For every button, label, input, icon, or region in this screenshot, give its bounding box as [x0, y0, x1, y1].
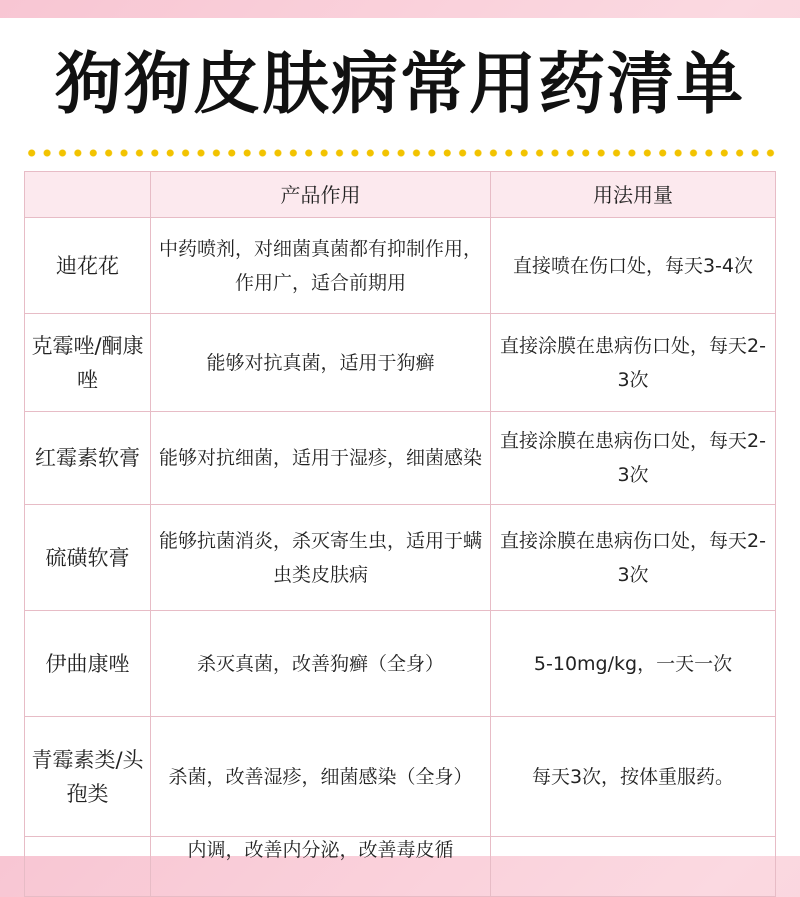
drug-name: 硫磺软膏 — [25, 505, 151, 611]
drug-name: 青霉素类/头孢类 — [25, 717, 151, 837]
table-row — [25, 717, 776, 837]
header-name — [25, 172, 151, 218]
drug-name — [25, 837, 151, 897]
drug-usage: 每天3次，按体重服药。 — [491, 717, 776, 837]
table-row — [25, 314, 776, 412]
table-header-row — [25, 172, 776, 218]
drug-usage: 直接涂膜在患病伤口处，每天2-3次 — [491, 412, 776, 505]
drug-usage: 直接涂膜在患病伤口处，每天2-3次 — [491, 314, 776, 412]
drug-name: 红霉素软膏 — [25, 412, 151, 505]
drug-usage: 直接涂膜在患病伤口处，每天2-3次 — [491, 505, 776, 611]
page-title: 狗狗皮肤病常用药清单 — [55, 45, 745, 123]
drug-name: 伊曲康唑 — [25, 611, 151, 717]
table-row — [25, 611, 776, 717]
table-row — [25, 412, 776, 505]
header-usage: 用法用量 — [491, 172, 776, 218]
medicine-table — [24, 171, 776, 897]
drug-name: 克霉唑/酮康唑 — [25, 314, 151, 412]
drug-effect: 能够对抗真菌，适用于狗癣 — [151, 314, 491, 412]
dotted-divider — [24, 147, 776, 159]
table-row — [25, 837, 776, 897]
drug-usage: 5-10mg/kg，一天一次 — [491, 611, 776, 717]
drug-name: 迪花花 — [25, 218, 151, 314]
header-effect: 产品作用 — [151, 172, 491, 218]
drug-effect: 能够对抗细菌，适用于湿疹，细菌感染 — [151, 412, 491, 505]
drug-effect: 中药喷剂，对细菌真菌都有抑制作用，作用广，适合前期用 — [151, 218, 491, 314]
table-row — [25, 505, 776, 611]
table-row — [25, 218, 776, 314]
drug-effect: 能够抗菌消炎，杀灭寄生虫，适用于螨虫类皮肤病 — [151, 505, 491, 611]
drug-effect: 杀灭真菌，改善狗癣（全身） — [151, 611, 491, 717]
drug-effect: 内调，改善内分泌，改善毒皮循 — [151, 837, 491, 897]
drug-usage — [491, 837, 776, 897]
drug-usage: 直接喷在伤口处，每天3-4次 — [491, 218, 776, 314]
drug-effect: 杀菌，改善湿疹，细菌感染（全身） — [151, 717, 491, 837]
